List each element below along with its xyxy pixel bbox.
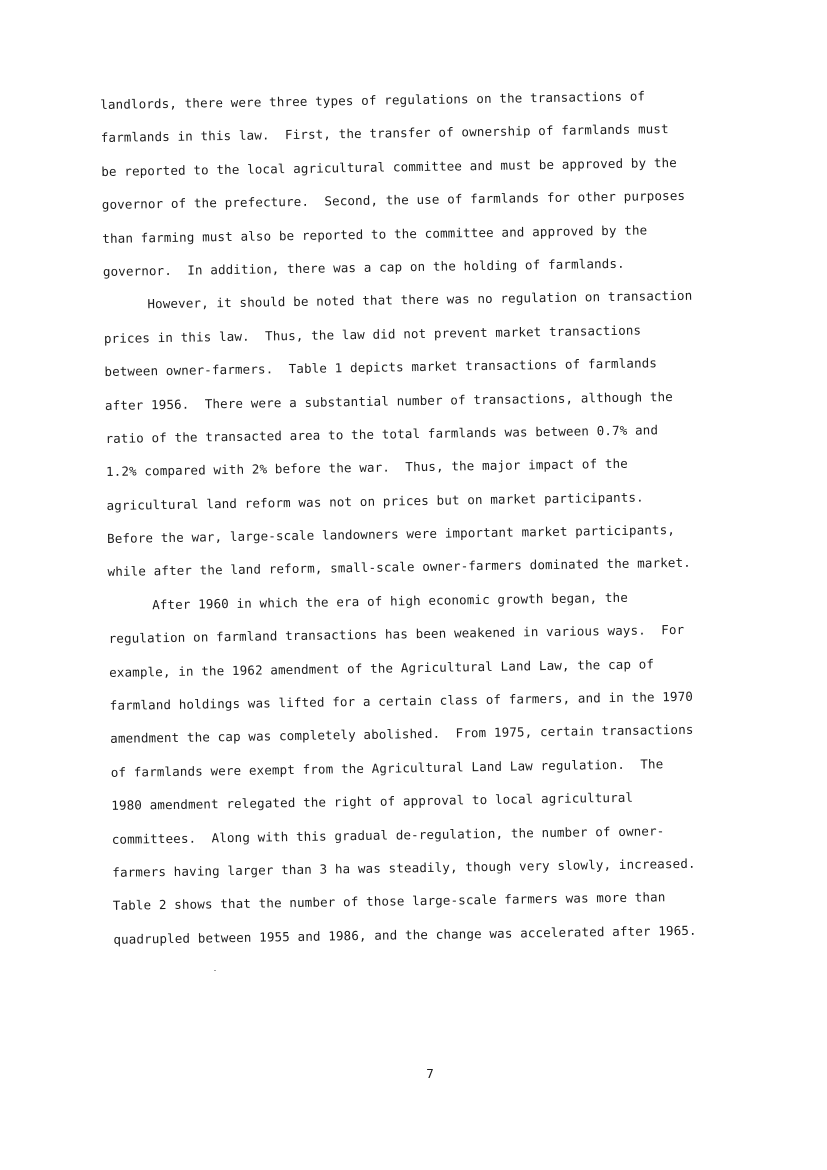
text-line-3: be reported to the local agricultural committee and must be approved by the [101,154,678,179]
text-line-19: farmland holdings was lifted for a certain class of farmers, and in the 1970 [109,688,694,713]
page-number: 7 [426,1066,434,1081]
text-line-8: prices in this law. Thus, the law did not prevent market transactions [103,322,642,346]
text-line-21: of farmlands were exempt from the Agricultural Land Law regulation. The [110,756,664,780]
text-line-11: ratio of the transacted area to the total farmlands was between 0.7% and [105,422,659,446]
text-line-5: than farming must also be reported to the committee and approved by the [102,221,648,246]
text-line-12: 1.2% compared with 2% before the war. Thus, the major impact of the [105,456,629,480]
text-line-7: However, it should be noted that there was no regulation on transaction [147,288,693,312]
text-line-14: Before the war, large-scale landowners were important market participants, [106,522,676,547]
text-line-4: governor of the prefecture. Second, the use of farmlands for other purposes [101,187,686,213]
text-line-18: example, in the 1962 amendment of the Agricultural Land Law, the cap of [109,656,655,680]
text-line-15: while after the land reform, small-scale owner-farmers dominated the market. [107,555,692,580]
body-text [100,78,762,956]
text-line-20: amendment the cap was completely abolished. From 1975, certain transactions [110,722,694,747]
text-line-23: committees. Along with this gradual de-regulation, the number of owner- [111,822,665,847]
text-line-13: agricultural land reform was not on prices but on market participants. [106,489,644,513]
text-line-25: Table 2 shows that the number of those large-scale farmers was more than [112,889,666,914]
text-line-10: after 1956. There were a substantial number of transactions, although the [104,388,674,413]
scan-speck [214,970,216,971]
text-line-1: landlords, there were three types of regulations on the transactions of [100,88,646,112]
text-line-16: After 1960 in which the era of high economic growth began, the [152,589,629,613]
text-line-6: governor. In addition, there was a cap on the holding of farmlands. [102,255,625,279]
text-line-9: between owner-farmers. Table 1 depicts market transactions of farmlands [104,355,658,380]
text-line-2: farmlands in this law. First, the transfer of ownership of farmlands must [100,121,669,146]
text-line-17: regulation on farmland transactions has been weakened in various ways. For [108,622,685,647]
text-line-24: farmers having larger than 3 ha was steadily, though very slowly, increased. [112,855,696,880]
text-line-26: quadrupled between 1955 and 1986, and the change was accelerated after 1965. [113,922,697,947]
text-line-22: 1980 amendment relegated the right of approval to local agricultural [111,789,634,814]
